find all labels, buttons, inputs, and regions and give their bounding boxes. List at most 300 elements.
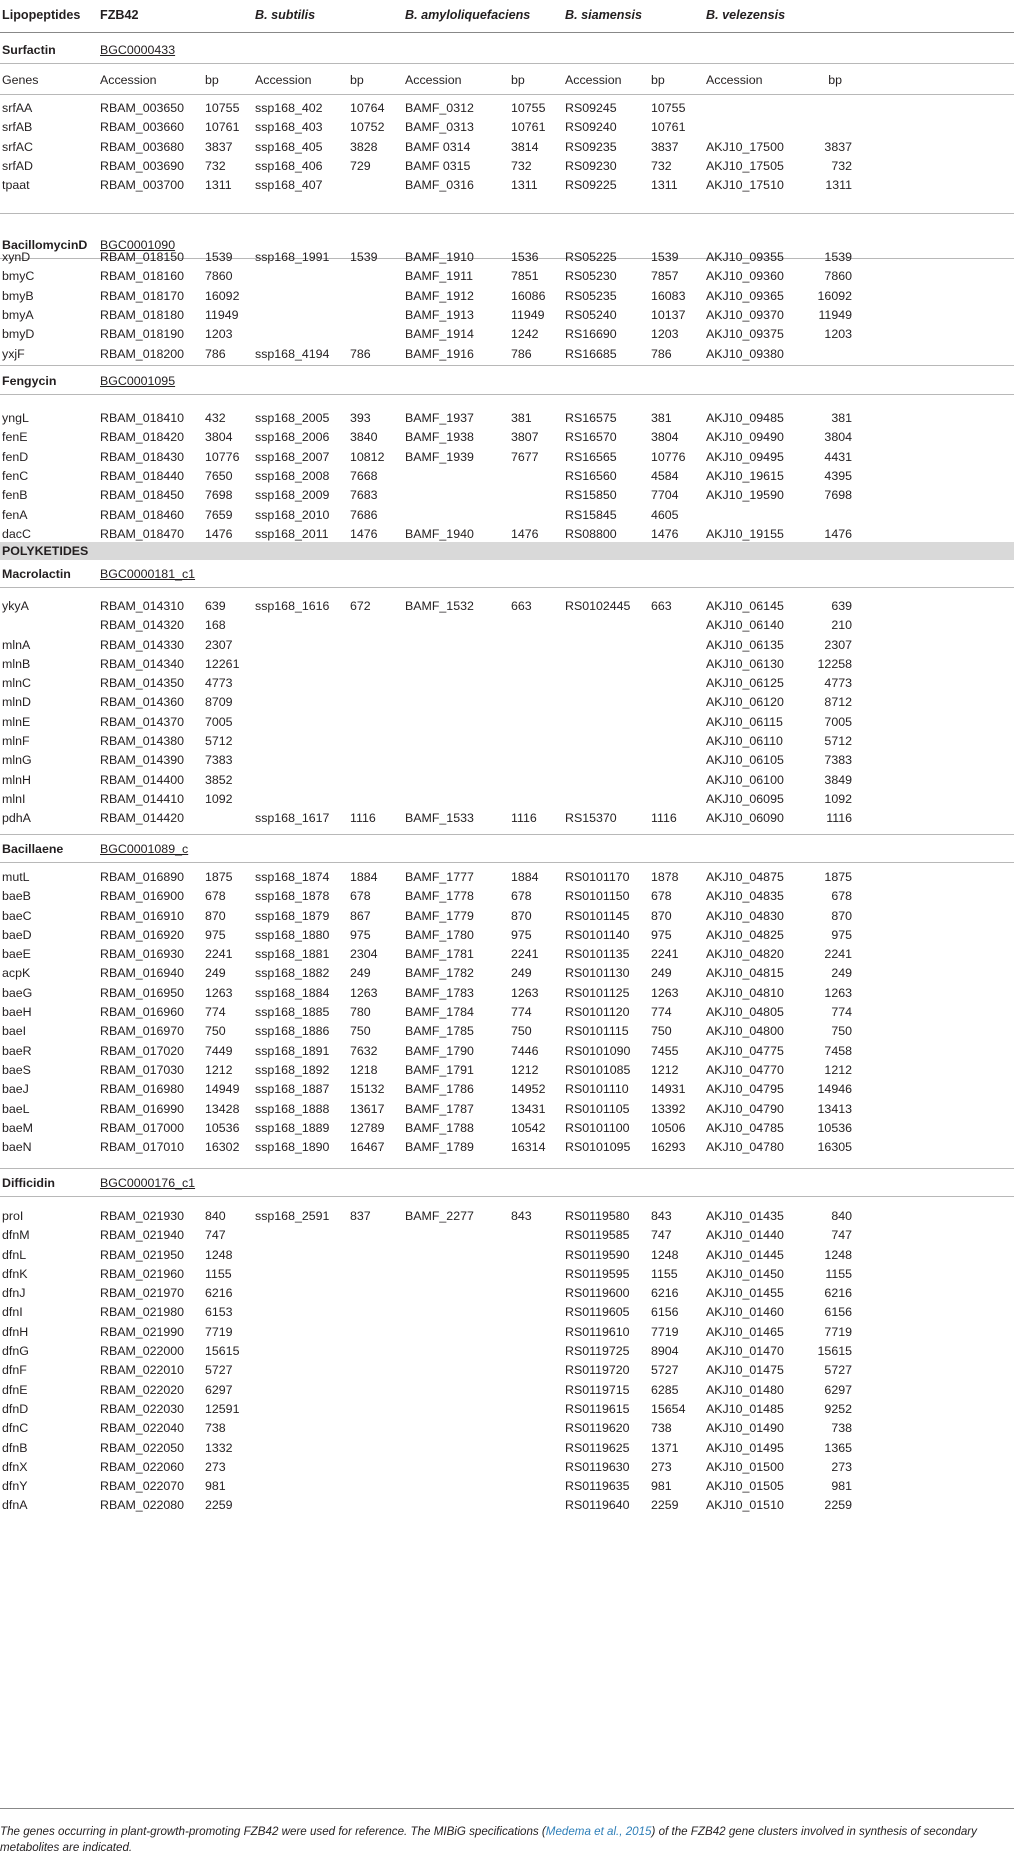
cell-subtilis-accession: ssp168_1991 bbox=[255, 250, 330, 264]
cell-velezensis-accession: AKJ10_06125 bbox=[706, 676, 784, 690]
cell-velezensis-accession: AKJ10_09360 bbox=[706, 269, 784, 283]
cell-subtilis-bp: 678 bbox=[350, 889, 371, 903]
cell-amylo-bp: 10755 bbox=[511, 101, 546, 115]
cell-fzb42-bp: 5712 bbox=[205, 734, 233, 748]
cell-siamensis-accession: RS0101115 bbox=[565, 1024, 629, 1038]
cell-fzb42-accession: RBAM_016950 bbox=[100, 986, 185, 1000]
group-header-row bbox=[0, 39, 1014, 62]
cell-gene: mlnA bbox=[2, 638, 31, 652]
cell-amylo-bp: 10761 bbox=[511, 120, 546, 134]
cell-gene: baeN bbox=[2, 1140, 32, 1154]
cell-gene: dfnF bbox=[2, 1363, 27, 1377]
cell-siamensis-accession: RS0101130 bbox=[565, 966, 630, 980]
cell-siamensis-accession: RS16570 bbox=[565, 430, 617, 444]
cell-fzb42-bp: 432 bbox=[205, 411, 226, 425]
table-row bbox=[0, 1136, 1014, 1159]
cell-subtilis-accession: ssp168_1874 bbox=[255, 870, 330, 884]
cell-velezensis-bp: 975 bbox=[831, 928, 852, 942]
cell-amylo-accession: BAMF_1788 bbox=[405, 1121, 474, 1135]
cell-siamensis-bp: 1203 bbox=[651, 327, 679, 341]
cell-fzb42-bp: 1539 bbox=[205, 250, 233, 264]
cell-fzb42-bp: 7659 bbox=[205, 508, 233, 522]
cell-gene: srfAD bbox=[2, 159, 33, 173]
cell-subtilis-accession: ssp168_405 bbox=[255, 140, 323, 154]
cell-gene: ykyA bbox=[2, 599, 29, 613]
cell-amylo-bp: 7677 bbox=[511, 450, 539, 464]
cell-velezensis-accession: AKJ10_06090 bbox=[706, 811, 784, 825]
cell-gene: baeL bbox=[2, 1102, 30, 1116]
cell-amylo-bp: 678 bbox=[511, 889, 532, 903]
cell-fzb42-bp: 1248 bbox=[205, 1248, 233, 1262]
cell-subtilis-bp: 3840 bbox=[350, 430, 378, 444]
cell-velezensis-accession: AKJ10_01500 bbox=[706, 1460, 784, 1474]
cell-siamensis-bp: 6285 bbox=[651, 1383, 679, 1397]
cell-fzb42-bp: 732 bbox=[205, 159, 226, 173]
cell-siamensis-accession: RS09225 bbox=[565, 178, 617, 192]
cell-siamensis-accession: RS0119630 bbox=[565, 1460, 630, 1474]
cell-siamensis-accession: RS0119620 bbox=[565, 1421, 630, 1435]
cell-amylo-bp: 11949 bbox=[511, 308, 545, 322]
cell-fzb42-bp: 1311 bbox=[205, 178, 232, 192]
polyketides-label: POLYKETIDES bbox=[2, 544, 89, 558]
cell-velezensis-bp: 1116 bbox=[826, 811, 852, 825]
cell-fzb42-accession: RBAM_016960 bbox=[100, 1005, 185, 1019]
cell-fzb42-bp: 10536 bbox=[205, 1121, 240, 1135]
table-row bbox=[0, 174, 1014, 197]
cell-gene: srfAA bbox=[2, 101, 33, 115]
cell-fzb42-accession: RBAM_022060 bbox=[100, 1460, 185, 1474]
cell-subtilis-bp: 10764 bbox=[350, 101, 385, 115]
cell-gene: yngL bbox=[2, 411, 29, 425]
cell-subtilis-bp: 786 bbox=[350, 347, 371, 361]
cell-gene: mlnI bbox=[2, 792, 26, 806]
cell-amylo-accession: BAMF_1532 bbox=[405, 599, 474, 613]
cell-fzb42-bp: 1332 bbox=[205, 1441, 233, 1455]
cell-siamensis-accession: RS16690 bbox=[565, 327, 617, 341]
cell-gene: baeI bbox=[2, 1024, 27, 1038]
cell-subtilis-accession: ssp168_1889 bbox=[255, 1121, 330, 1135]
cell-gene: baeJ bbox=[2, 1082, 29, 1096]
cell-fzb42-bp: 11949 bbox=[205, 308, 239, 322]
cell-subtilis-accession: ssp168_2591 bbox=[255, 1209, 330, 1223]
group-bgc-id: BGC0000181_c1 bbox=[100, 567, 196, 581]
cell-velezensis-accession: AKJ10_04875 bbox=[706, 870, 784, 884]
cell-subtilis-bp: 7632 bbox=[350, 1044, 378, 1058]
cell-amylo-bp: 1536 bbox=[511, 250, 539, 264]
cell-fzb42-accession: RBAM_021940 bbox=[100, 1228, 185, 1242]
cell-siamensis-bp: 738 bbox=[651, 1421, 672, 1435]
cell-siamensis-bp: 10506 bbox=[651, 1121, 686, 1135]
cell-velezensis-accession: AKJ10_01505 bbox=[706, 1479, 784, 1493]
group-rule bbox=[0, 394, 1014, 395]
cell-siamensis-bp: 5727 bbox=[651, 1363, 679, 1377]
cell-velezensis-bp: 7860 bbox=[824, 269, 852, 283]
cell-amylo-bp: 7851 bbox=[511, 269, 539, 283]
cell-fzb42-accession: RBAM_017010 bbox=[100, 1140, 185, 1154]
cell-siamensis-bp: 16293 bbox=[651, 1140, 686, 1154]
cell-velezensis-bp: 7719 bbox=[824, 1325, 852, 1339]
cell-gene: baeR bbox=[2, 1044, 32, 1058]
subheader-accession: Accession bbox=[405, 73, 462, 87]
cell-gene: fenA bbox=[2, 508, 28, 522]
cell-velezensis-bp: 1263 bbox=[824, 986, 852, 1000]
cell-siamensis-bp: 3804 bbox=[651, 430, 679, 444]
cell-siamensis-accession: RS0101140 bbox=[565, 928, 630, 942]
cell-fzb42-bp: 840 bbox=[205, 1209, 226, 1223]
cell-velezensis-bp: 4431 bbox=[824, 450, 852, 464]
cell-subtilis-bp: 1539 bbox=[350, 250, 378, 264]
cell-subtilis-accession: ssp168_2011 bbox=[255, 527, 329, 541]
group-rule bbox=[0, 1196, 1014, 1197]
cell-siamensis-accession: RS0119640 bbox=[565, 1498, 630, 1512]
cell-fzb42-accession: RBAM_016910 bbox=[100, 909, 185, 923]
cell-gene: dfnM bbox=[2, 1228, 30, 1242]
cell-gene: dfnY bbox=[2, 1479, 28, 1493]
cell-siamensis-accession: RS15370 bbox=[565, 811, 617, 825]
cell-velezensis-bp: 16092 bbox=[817, 289, 852, 303]
cell-gene: baeB bbox=[2, 889, 31, 903]
cell-velezensis-accession: AKJ10_04770 bbox=[706, 1063, 784, 1077]
cell-amylo-accession: BAMF_2277 bbox=[405, 1209, 474, 1223]
cell-fzb42-accession: RBAM_018420 bbox=[100, 430, 185, 444]
cell-amylo-accession: BAMF_1913 bbox=[405, 308, 474, 322]
cell-siamensis-accession: RS0119725 bbox=[565, 1344, 630, 1358]
table-footnote bbox=[0, 1824, 1000, 1856]
cell-amylo-bp: 786 bbox=[511, 347, 532, 361]
cell-velezensis-accession: AKJ10_06105 bbox=[706, 753, 784, 767]
cell-siamensis-accession: RS0101110 bbox=[565, 1082, 629, 1096]
cell-gene: dfnD bbox=[2, 1402, 29, 1416]
cell-gene: acpK bbox=[2, 966, 31, 980]
cell-subtilis-accession: ssp168_1878 bbox=[255, 889, 330, 903]
cell-fzb42-bp: 1155 bbox=[205, 1267, 232, 1281]
cell-siamensis-accession: RS0101105 bbox=[565, 1102, 630, 1116]
subheader-accession: Accession bbox=[255, 73, 312, 87]
cell-gene: mlnE bbox=[2, 715, 31, 729]
cell-siamensis-bp: 678 bbox=[651, 889, 672, 903]
cell-velezensis-bp: 273 bbox=[831, 1460, 852, 1474]
cell-siamensis-bp: 1476 bbox=[651, 527, 679, 541]
cell-siamensis-accession: RS09230 bbox=[565, 159, 617, 173]
cell-subtilis-bp: 780 bbox=[350, 1005, 371, 1019]
cell-siamensis-accession: RS0101150 bbox=[565, 889, 630, 903]
cell-fzb42-bp: 7383 bbox=[205, 753, 233, 767]
cell-siamensis-bp: 249 bbox=[651, 966, 672, 980]
cell-subtilis-bp: 7686 bbox=[350, 508, 378, 522]
cell-amylo-bp: 14952 bbox=[511, 1082, 546, 1096]
cell-siamensis-accession: RS0101095 bbox=[565, 1140, 631, 1154]
cell-amylo-accession: BAMF_1777 bbox=[405, 870, 474, 884]
group-name: Difficidin bbox=[2, 1176, 55, 1190]
cell-amylo-bp: 3807 bbox=[511, 430, 539, 444]
cell-fzb42-bp: 975 bbox=[205, 928, 226, 942]
cell-siamensis-bp: 16083 bbox=[651, 289, 686, 303]
cell-siamensis-bp: 1263 bbox=[651, 986, 679, 1000]
cell-fzb42-bp: 3852 bbox=[205, 773, 233, 787]
cell-fzb42-accession: RBAM_021960 bbox=[100, 1267, 185, 1281]
cell-fzb42-accession: RBAM_021980 bbox=[100, 1305, 185, 1319]
cell-velezensis-bp: 7005 bbox=[824, 715, 852, 729]
cell-siamensis-accession: RS0119590 bbox=[565, 1248, 630, 1262]
cell-velezensis-bp: 732 bbox=[831, 159, 852, 173]
cell-amylo-accession: BAMF_1786 bbox=[405, 1082, 474, 1096]
cell-subtilis-accession: ssp168_1886 bbox=[255, 1024, 330, 1038]
cell-velezensis-accession: AKJ10_09485 bbox=[706, 411, 784, 425]
cell-fzb42-accession: RBAM_003690 bbox=[100, 159, 185, 173]
header-fzb42: FZB42 bbox=[100, 8, 139, 22]
cell-siamensis-bp: 10137 bbox=[651, 308, 686, 322]
cell-velezensis-bp: 3849 bbox=[824, 773, 852, 787]
cell-siamensis-bp: 981 bbox=[651, 1479, 672, 1493]
cell-velezensis-accession: AKJ10_09365 bbox=[706, 289, 784, 303]
cell-velezensis-bp: 6216 bbox=[824, 1286, 852, 1300]
cell-fzb42-bp: 2307 bbox=[205, 638, 233, 652]
cell-gene: dfnJ bbox=[2, 1286, 26, 1300]
cell-fzb42-accession: RBAM_014380 bbox=[100, 734, 185, 748]
cell-siamensis-bp: 843 bbox=[651, 1209, 672, 1223]
cell-gene: mlnG bbox=[2, 753, 32, 767]
cell-amylo-bp: 1116 bbox=[511, 811, 537, 825]
cell-siamensis-accession: RS15845 bbox=[565, 508, 617, 522]
cell-fzb42-accession: RBAM_018170 bbox=[100, 289, 185, 303]
cell-gene: dfnL bbox=[2, 1248, 27, 1262]
cell-fzb42-accession: RBAM_018200 bbox=[100, 347, 185, 361]
cell-fzb42-bp: 6297 bbox=[205, 1383, 233, 1397]
cell-amylo-accession: BAMF_1912 bbox=[405, 289, 474, 303]
cell-gene: bmyB bbox=[2, 289, 34, 303]
cell-subtilis-accession: ssp168_1891 bbox=[255, 1044, 330, 1058]
cell-amylo-bp: 381 bbox=[511, 411, 532, 425]
cell-gene: baeE bbox=[2, 947, 31, 961]
cell-velezensis-accession: AKJ10_04800 bbox=[706, 1024, 784, 1038]
cell-velezensis-accession: AKJ10_04780 bbox=[706, 1140, 784, 1154]
cell-siamensis-accession: RS09245 bbox=[565, 101, 617, 115]
cell-fzb42-bp: 1092 bbox=[205, 792, 233, 806]
cell-amylo-bp: 750 bbox=[511, 1024, 532, 1038]
cell-subtilis-bp: 2304 bbox=[350, 947, 378, 961]
cell-subtilis-accession: ssp168_1890 bbox=[255, 1140, 330, 1154]
cell-fzb42-accession: RBAM_014320 bbox=[100, 618, 185, 632]
cell-siamensis-bp: 4584 bbox=[651, 469, 679, 483]
cell-fzb42-accession: RBAM_003660 bbox=[100, 120, 185, 134]
cell-velezensis-bp: 840 bbox=[831, 1209, 852, 1223]
cell-siamensis-accession: RS0101090 bbox=[565, 1044, 631, 1058]
header-b-subtilis: B. subtilis bbox=[255, 8, 316, 22]
cell-fzb42-bp: 738 bbox=[205, 1421, 226, 1435]
cell-siamensis-accession: RS0101100 bbox=[565, 1121, 630, 1135]
cell-amylo-accession: BAMF_1782 bbox=[405, 966, 474, 980]
cell-fzb42-bp: 10761 bbox=[205, 120, 240, 134]
cell-velezensis-bp: 1311 bbox=[825, 178, 852, 192]
cell-velezensis-bp: 8712 bbox=[824, 695, 852, 709]
cell-fzb42-bp: 6216 bbox=[205, 1286, 233, 1300]
cell-gene: bmyD bbox=[2, 327, 35, 341]
cell-velezensis-accession: AKJ10_06115 bbox=[706, 715, 783, 729]
cell-subtilis-accession: ssp168_2006 bbox=[255, 430, 330, 444]
cell-velezensis-bp: 381 bbox=[831, 411, 852, 425]
cell-gene: mutL bbox=[2, 870, 30, 884]
cell-siamensis-bp: 975 bbox=[651, 928, 672, 942]
cell-velezensis-bp: 6297 bbox=[824, 1383, 852, 1397]
cell-siamensis-bp: 3837 bbox=[651, 140, 679, 154]
cell-velezensis-bp: 2307 bbox=[824, 638, 852, 652]
subheader-bp: bp bbox=[651, 73, 665, 87]
cell-fzb42-bp: 747 bbox=[205, 1228, 226, 1242]
cell-fzb42-accession: RBAM_018430 bbox=[100, 450, 185, 464]
group-end-rule bbox=[0, 1168, 1014, 1169]
cell-velezensis-accession: AKJ10_09370 bbox=[706, 308, 784, 322]
cell-amylo-accession: BAMF_1789 bbox=[405, 1140, 474, 1154]
cell-velezensis-bp: 7458 bbox=[824, 1044, 852, 1058]
cell-fzb42-accession: RBAM_022000 bbox=[100, 1344, 185, 1358]
cell-subtilis-bp: 12789 bbox=[350, 1121, 385, 1135]
cell-velezensis-accession: AKJ10_01495 bbox=[706, 1441, 784, 1455]
group-bgc-id: BGC0001089_c bbox=[100, 842, 189, 856]
table-header-row bbox=[0, 4, 1014, 27]
cell-velezensis-accession: AKJ10_04785 bbox=[706, 1121, 784, 1135]
cell-velezensis-bp: 5712 bbox=[824, 734, 852, 748]
cell-gene: bmyC bbox=[2, 269, 35, 283]
cell-siamensis-accession: RS0119720 bbox=[565, 1363, 630, 1377]
cell-subtilis-accession: ssp168_1882 bbox=[255, 966, 330, 980]
cell-velezensis-bp: 3804 bbox=[824, 430, 852, 444]
cell-siamensis-accession: RS15850 bbox=[565, 488, 617, 502]
cell-velezensis-accession: AKJ10_01465 bbox=[706, 1325, 784, 1339]
cell-velezensis-accession: AKJ10_04775 bbox=[706, 1044, 784, 1058]
cell-subtilis-bp: 7668 bbox=[350, 469, 378, 483]
cell-gene: dfnI bbox=[2, 1305, 23, 1319]
cell-fzb42-bp: 7650 bbox=[205, 469, 233, 483]
cell-fzb42-bp: 249 bbox=[205, 966, 226, 980]
cell-siamensis-bp: 1878 bbox=[651, 870, 679, 884]
cell-siamensis-accession: RS09235 bbox=[565, 140, 617, 154]
cell-subtilis-bp: 750 bbox=[350, 1024, 371, 1038]
cell-fzb42-bp: 1263 bbox=[205, 986, 233, 1000]
cell-velezensis-bp: 870 bbox=[831, 909, 852, 923]
cell-velezensis-bp: 1365 bbox=[824, 1441, 852, 1455]
cell-subtilis-bp: 672 bbox=[350, 599, 371, 613]
cell-subtilis-accession: ssp168_4194 bbox=[255, 347, 330, 361]
cell-fzb42-bp: 678 bbox=[205, 889, 226, 903]
cell-gene: dacC bbox=[2, 527, 31, 541]
group-name: BacillomycinD bbox=[2, 238, 88, 252]
cell-subtilis-accession: ssp168_406 bbox=[255, 159, 323, 173]
cell-fzb42-bp: 774 bbox=[205, 1005, 226, 1019]
cell-gene: baeM bbox=[2, 1121, 33, 1135]
cell-amylo-bp: 1476 bbox=[511, 527, 539, 541]
table-row bbox=[0, 343, 1014, 366]
group-end-rule bbox=[0, 213, 1014, 214]
cell-amylo-accession: BAMF_1781 bbox=[405, 947, 474, 961]
cell-velezensis-bp: 1248 bbox=[824, 1248, 852, 1262]
cell-siamensis-bp: 663 bbox=[651, 599, 672, 613]
cell-fzb42-accession: RBAM_022040 bbox=[100, 1421, 185, 1435]
cell-fzb42-bp: 2259 bbox=[205, 1498, 233, 1512]
table-bottom-rule bbox=[0, 1808, 1014, 1809]
cell-fzb42-accession: RBAM_018450 bbox=[100, 488, 185, 502]
subheader-bp: bp bbox=[828, 73, 842, 87]
cell-subtilis-accession: ssp168_1885 bbox=[255, 1005, 330, 1019]
cell-gene: fenD bbox=[2, 450, 29, 464]
cell-velezensis-accession: AKJ10_01445 bbox=[706, 1248, 784, 1262]
cell-velezensis-bp: 6156 bbox=[824, 1305, 852, 1319]
cell-fzb42-accession: RBAM_014360 bbox=[100, 695, 185, 709]
cell-gene: baeH bbox=[2, 1005, 32, 1019]
cell-fzb42-accession: RBAM_021990 bbox=[100, 1325, 185, 1339]
cell-velezensis-accession: AKJ10_06140 bbox=[706, 618, 784, 632]
cell-gene: baeG bbox=[2, 986, 33, 1000]
group-rule bbox=[0, 587, 1014, 588]
cell-siamensis-accession: RS0101085 bbox=[565, 1063, 631, 1077]
cell-fzb42-accession: RBAM_018470 bbox=[100, 527, 185, 541]
cell-fzb42-bp: 7860 bbox=[205, 269, 233, 283]
cell-subtilis-accession: ssp168_1887 bbox=[255, 1082, 330, 1096]
cell-amylo-bp: 13431 bbox=[511, 1102, 546, 1116]
cell-siamensis-bp: 1248 bbox=[651, 1248, 679, 1262]
cell-siamensis-bp: 747 bbox=[651, 1228, 672, 1242]
cell-velezensis-bp: 678 bbox=[831, 889, 852, 903]
cell-amylo-accession: BAMF_1940 bbox=[405, 527, 474, 541]
cell-siamensis-accession: RS16575 bbox=[565, 411, 617, 425]
cell-amylo-bp: 1263 bbox=[511, 986, 539, 1000]
cell-fzb42-accession: RBAM_022080 bbox=[100, 1498, 185, 1512]
cell-siamensis-accession: RS0119595 bbox=[565, 1267, 630, 1281]
cell-fzb42-accession: RBAM_018150 bbox=[100, 250, 185, 264]
cell-siamensis-bp: 7455 bbox=[651, 1044, 679, 1058]
subheader-bp: bp bbox=[205, 73, 219, 87]
cell-siamensis-accession: RS05240 bbox=[565, 308, 617, 322]
cell-fzb42-bp: 7005 bbox=[205, 715, 233, 729]
cell-velezensis-bp: 10536 bbox=[817, 1121, 852, 1135]
cell-subtilis-accession: ssp168_1617 bbox=[255, 811, 330, 825]
group-name: Macrolactin bbox=[2, 567, 71, 581]
subheader-genes: Genes bbox=[2, 73, 39, 87]
group-name: Bacillaene bbox=[2, 842, 64, 856]
cell-amylo-accession: BAMF_1783 bbox=[405, 986, 474, 1000]
cell-subtilis-bp: 393 bbox=[350, 411, 371, 425]
header-b-siamensis: B. siamensis bbox=[565, 8, 643, 22]
cell-velezensis-bp: 1539 bbox=[824, 250, 852, 264]
footnote-reference-link[interactable]: Medema et al., 2015 bbox=[545, 1825, 652, 1838]
cell-amylo-accession: BAMF_1911 bbox=[405, 269, 473, 283]
cell-fzb42-accession: RBAM_016970 bbox=[100, 1024, 185, 1038]
cell-fzb42-accession: RBAM_014340 bbox=[100, 657, 185, 671]
cell-fzb42-bp: 786 bbox=[205, 347, 226, 361]
cell-velezensis-accession: AKJ10_09375 bbox=[706, 327, 784, 341]
cell-velezensis-bp: 4395 bbox=[824, 469, 852, 483]
cell-velezensis-bp: 3837 bbox=[824, 140, 852, 154]
cell-siamensis-bp: 7719 bbox=[651, 1325, 679, 1339]
cell-fzb42-accession: RBAM_018190 bbox=[100, 327, 185, 341]
group-bgc-id: BGC0000176_c1 bbox=[100, 1176, 196, 1190]
cell-gene: baeC bbox=[2, 909, 32, 923]
cell-velezensis-bp: 981 bbox=[831, 1479, 852, 1493]
cell-velezensis-accession: AKJ10_04815 bbox=[706, 966, 784, 980]
cell-gene: dfnE bbox=[2, 1383, 28, 1397]
cell-subtilis-bp: 1884 bbox=[350, 870, 378, 884]
cell-fzb42-accession: RBAM_022070 bbox=[100, 1479, 185, 1493]
cell-subtilis-accession: ssp168_1880 bbox=[255, 928, 330, 942]
cell-fzb42-accession: RBAM_017020 bbox=[100, 1044, 185, 1058]
cell-siamensis-bp: 6156 bbox=[651, 1305, 679, 1319]
footnote-text-end: ) of the FZB42 gene clusters involved in synthesis of secondary metabolites are indicated. bbox=[0, 1825, 977, 1854]
cell-siamensis-bp: 273 bbox=[651, 1460, 672, 1474]
cell-amylo-accession: BAMF 0314 bbox=[405, 140, 471, 154]
group-bgc-id: BGC0000433 bbox=[100, 43, 176, 57]
cell-velezensis-bp: 9252 bbox=[824, 1402, 852, 1416]
cell-siamensis-accession: RS0101145 bbox=[565, 909, 630, 923]
cell-amylo-bp: 1311 bbox=[511, 178, 538, 192]
